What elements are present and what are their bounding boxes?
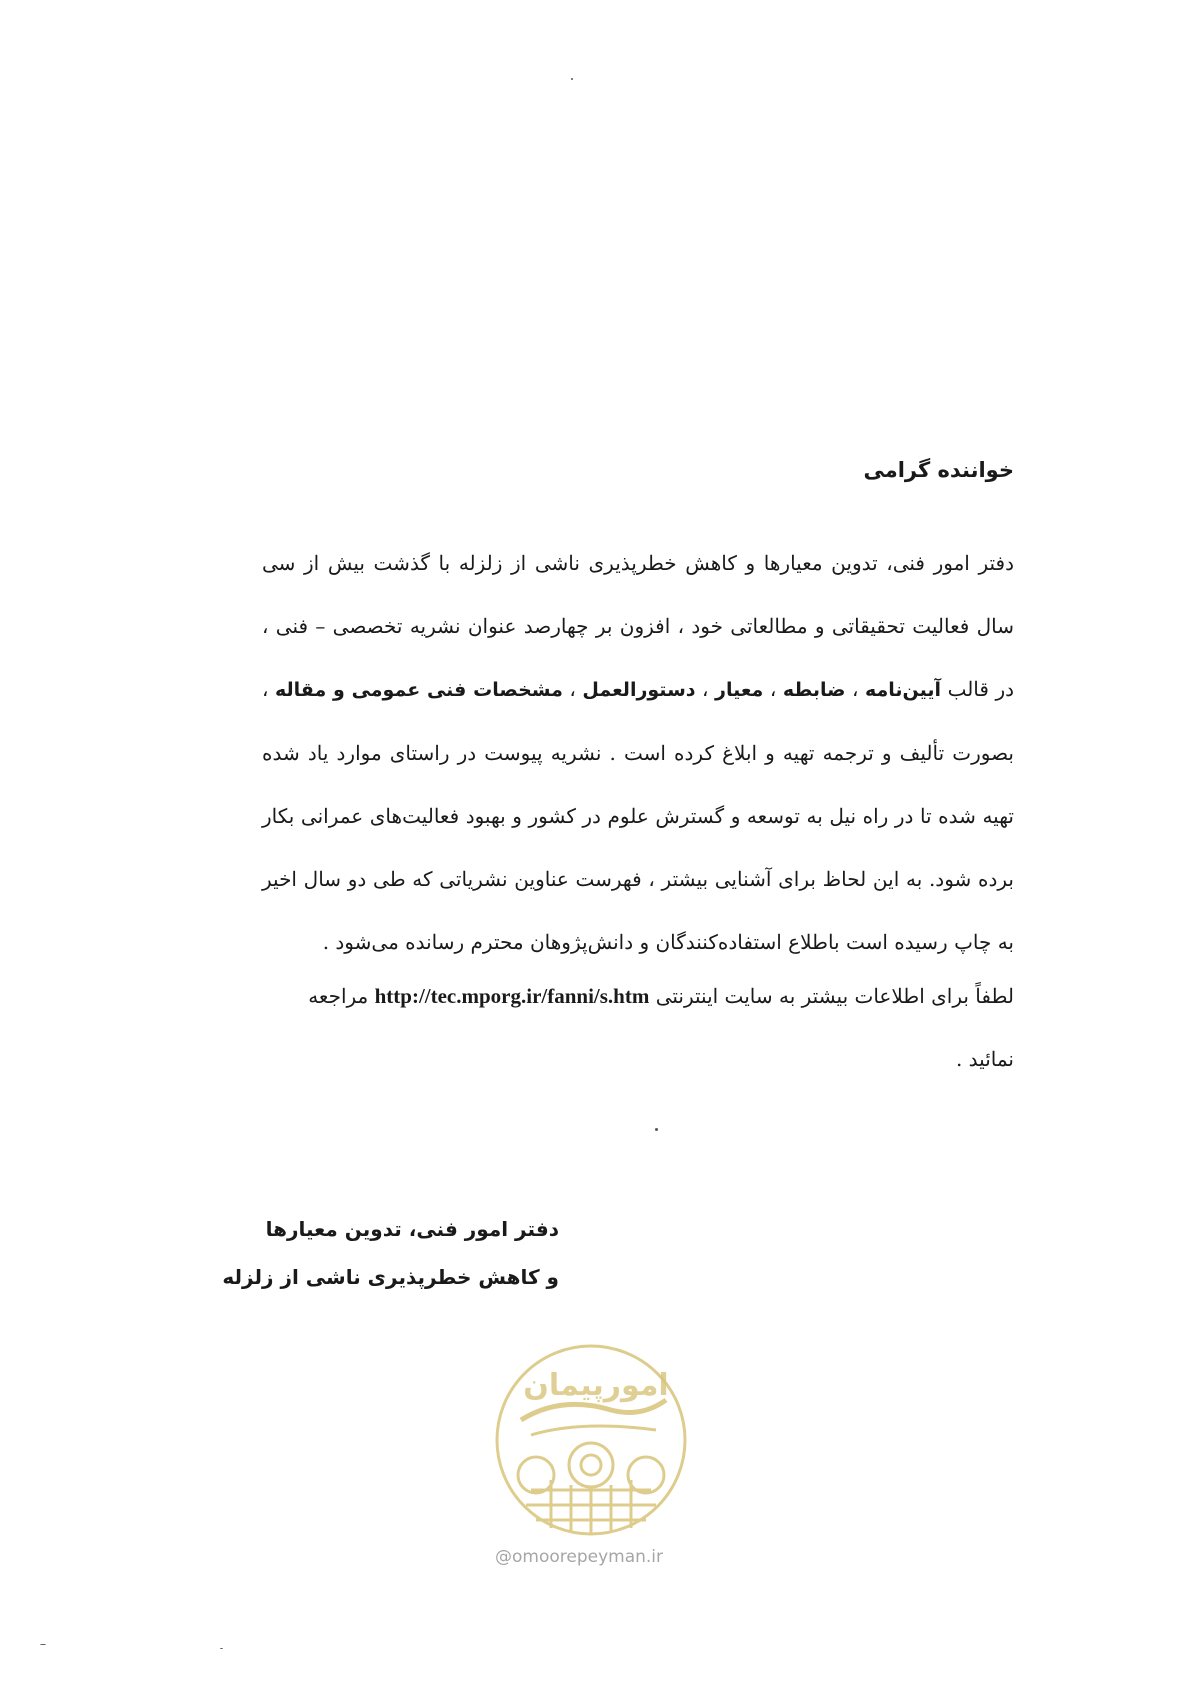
separator: ، [845,677,865,701]
format-item: آیین‌نامه [865,679,942,701]
format-item: ضابطه [782,679,846,701]
body-intro: دفتر امور فنی، تدوین معیارها و کاهش خطرپذیری ناشی از زلزله با گذشت بیش از سی سال فعالیت تحقیقاتی و مطالعاتی خود ، افزون بر چهارصد عنوان نشریه تخصصی – فنی ، در قالب [262,551,1015,701]
scan-speck [40,1644,46,1645]
format-item: دستورالعمل [582,679,696,701]
watermark-seal-icon [491,1340,691,1540]
signature-block [222,1205,559,1301]
seal-text: امورپیمان [523,1368,669,1403]
signature-line: دفتر امور فنی، تدوین معیارها [265,1217,559,1241]
format-item: مشخصات فنی عمومی و مقاله [274,679,563,701]
link-suffix: مراجعه نمائید . [308,984,1014,1071]
letter-heading: خواننده گرامی [863,458,1014,482]
separator: ، [562,677,583,701]
signature-line: و کاهش خطرپذیری ناشی از زلزله [222,1265,559,1289]
scan-speck [655,1128,658,1131]
scan-speck [571,78,573,80]
letter-body-paragraph [262,532,1014,974]
body-outro: ، بصورت تألیف و ترجمه تهیه و ابلاغ کرده است . نشریه پیوست در راستای موارد یاد شده تهیه شده تا در راه نیل به توسعه و گسترش علوم در کشور و بهبود فعالیت‌های عمرانی بکار برده شود. به این لحاظ برای آشنایی بیشتر ، فهرست عناوین نشریاتی که طی دو سال اخیر به چاپ رسیده است باطلاع استفاده‌کنندگان و دانش‌پژوهان محترم رسانده می‌شود . [262,677,1014,954]
website-url[interactable]: http://tec.mporg.ir/fanni/s.htm [374,984,650,1008]
separator: ، [695,677,715,701]
scan-speck [220,1648,223,1649]
watermark-url: @omoorepeyman.ir [495,1547,664,1567]
link-prefix: لطفاً برای اطلاعات بیشتر به سایت اینترنتی [649,984,1014,1008]
format-item: معیار [715,679,764,701]
website-reference-paragraph [262,965,1014,1091]
separator: ، [763,677,783,701]
